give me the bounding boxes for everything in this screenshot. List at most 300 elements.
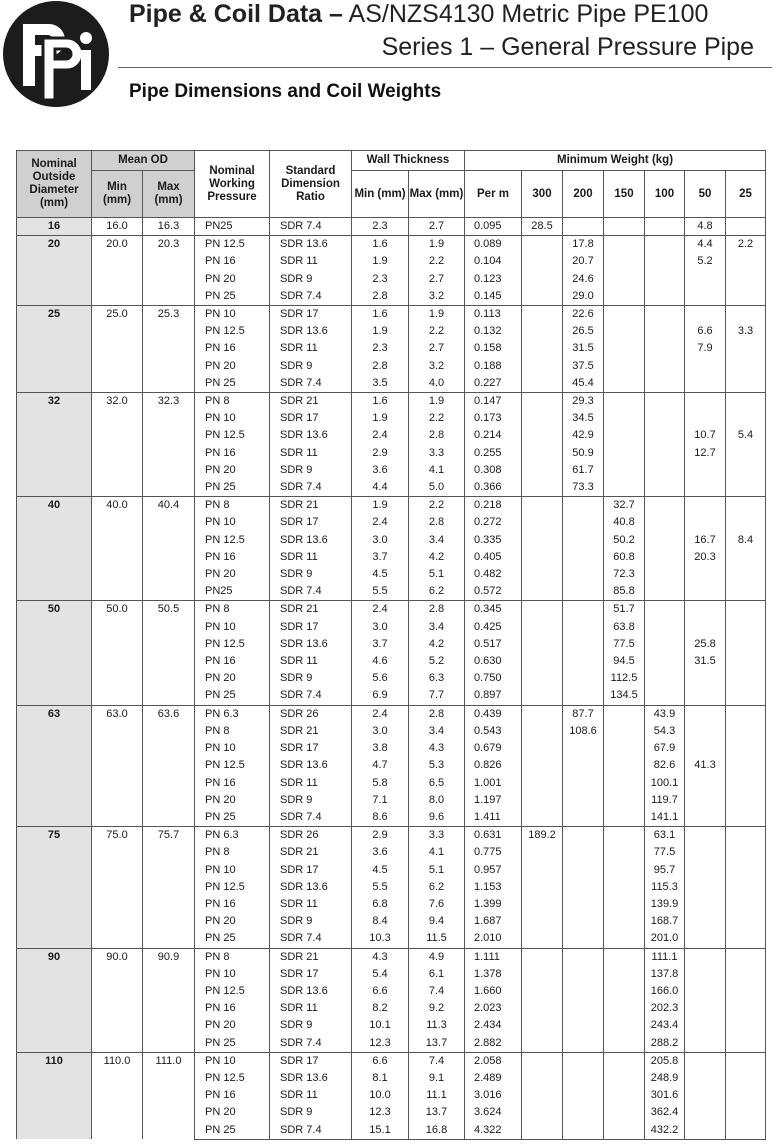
per-m-cell: 0.826 [465,757,522,774]
per-m-cell: 0.147 [465,393,522,411]
w300-cell [522,532,563,549]
per-m-cell: 0.173 [465,410,522,427]
w100-cell: 82.6 [645,757,685,774]
w200-cell [563,827,604,845]
wall-min-cell: 1.9 [352,410,409,427]
w200-cell: 108.6 [563,723,604,740]
col-min-weight: Minimum Weight (kg) [465,151,766,171]
nominal-od-cell: 50 [17,601,92,705]
wall-min-cell: 2.4 [352,514,409,531]
sdr-cell: SDR 17 [270,1052,352,1070]
nwp-cell: PN 25 [195,288,270,306]
per-m-cell: 0.439 [465,705,522,723]
w100-cell [645,323,685,340]
w300-cell [522,687,563,705]
wall-max-cell: 2.2 [409,410,465,427]
w150-cell: 85.8 [604,583,645,601]
w150-cell [604,983,645,1000]
wall-min-cell: 2.3 [352,340,409,357]
table-row [17,497,766,515]
w100-cell [645,236,685,254]
w150-cell [604,393,645,411]
w25-cell [726,393,766,411]
nwp-cell: PN 16 [195,775,270,792]
per-m-cell: 1.660 [465,983,522,1000]
w150-cell [604,930,645,948]
w200-cell: 22.6 [563,306,604,324]
sdr-cell: SDR 13.6 [270,757,352,774]
w150-cell [604,862,645,879]
w50-cell: 7.9 [685,340,726,357]
sdr-cell: SDR 11 [270,445,352,462]
w100-cell [645,566,685,583]
wall-max-cell: 2.8 [409,601,465,619]
w25-cell [726,1000,766,1017]
nwp-cell: PN 10 [195,966,270,983]
w200-cell [563,1035,604,1053]
w150-cell: 40.8 [604,514,645,531]
w150-cell [604,879,645,896]
w100-cell [645,340,685,357]
w200-cell: 42.9 [563,427,604,444]
sdr-cell: SDR 13.6 [270,323,352,340]
wall-max-cell: 9.1 [409,1070,465,1087]
nwp-cell: PN 25 [195,809,270,827]
w25-cell: 5.4 [726,427,766,444]
per-m-cell: 0.132 [465,323,522,340]
sdr-cell: SDR 21 [270,393,352,411]
w300-cell [522,601,563,619]
wall-max-cell: 4.9 [409,948,465,966]
wall-min-cell: 2.8 [352,288,409,306]
wall-max-cell: 6.2 [409,583,465,601]
w300-cell [522,723,563,740]
sdr-cell: SDR 9 [270,566,352,583]
w50-cell [685,896,726,913]
w25-cell [726,1052,766,1070]
wall-min-cell: 3.7 [352,549,409,566]
w200-cell [563,775,604,792]
w150-cell: 60.8 [604,549,645,566]
wall-max-cell: 2.2 [409,323,465,340]
w200-cell [563,497,604,515]
sdr-cell: SDR 13.6 [270,236,352,254]
w100-cell: 301.6 [645,1087,685,1104]
w50-cell [685,966,726,983]
wall-max-cell: 4.2 [409,636,465,653]
wall-min-cell: 3.6 [352,844,409,861]
col-w100: 100 [645,171,685,218]
wall-max-cell: 4.2 [409,549,465,566]
w50-cell [685,1017,726,1034]
w150-cell [604,896,645,913]
od-min-cell: 25.0 [92,306,143,393]
col-w300: 300 [522,171,563,218]
wall-max-cell: 11.3 [409,1017,465,1034]
w25-cell [726,844,766,861]
w100-cell [645,514,685,531]
wall-max-cell: 6.1 [409,966,465,983]
wall-min-cell: 3.6 [352,462,409,479]
w25-cell [726,913,766,930]
w100-cell: 100.1 [645,775,685,792]
nwp-cell: PN 10 [195,410,270,427]
sdr-cell: SDR 17 [270,966,352,983]
per-m-cell: 0.089 [465,236,522,254]
w50-cell [685,566,726,583]
wall-min-cell: 5.5 [352,879,409,896]
w50-cell [685,740,726,757]
wall-max-cell: 1.9 [409,306,465,324]
w150-cell: 77.5 [604,636,645,653]
w150-cell [604,913,645,930]
wall-max-cell: 2.8 [409,514,465,531]
w50-cell: 20.3 [685,549,726,566]
wall-min-cell: 6.8 [352,896,409,913]
per-m-cell: 0.775 [465,844,522,861]
per-m-cell: 0.957 [465,862,522,879]
w25-cell [726,601,766,619]
w50-cell: 4.4 [685,236,726,254]
wall-max-cell: 6.2 [409,879,465,896]
per-m-cell: 0.572 [465,583,522,601]
w200-cell [563,653,604,670]
od-min-cell: 110.0 [92,1052,143,1139]
w50-cell [685,497,726,515]
w200-cell: 20.7 [563,253,604,270]
w100-cell [645,670,685,687]
nwp-cell: PN 20 [195,566,270,583]
w200-cell [563,583,604,601]
sdr-cell: SDR 17 [270,306,352,324]
w25-cell [726,792,766,809]
col-od-min: Min (mm) [92,171,143,218]
sdr-cell: SDR 21 [270,948,352,966]
w200-cell [563,532,604,549]
per-m-cell: 1.197 [465,792,522,809]
w100-cell: 141.1 [645,809,685,827]
w50-cell [685,358,726,375]
nwp-cell: PN 25 [195,375,270,393]
w150-cell [604,323,645,340]
w100-cell: 205.8 [645,1052,685,1070]
sdr-cell: SDR 7.4 [270,930,352,948]
w25-cell [726,497,766,515]
nwp-cell: PN 12.5 [195,757,270,774]
w200-cell [563,1000,604,1017]
w100-cell: 288.2 [645,1035,685,1053]
sdr-cell: SDR 9 [270,462,352,479]
w150-cell [604,236,645,254]
wall-max-cell: 5.2 [409,653,465,670]
w25-cell [726,306,766,324]
sdr-cell: SDR 21 [270,723,352,740]
w300-cell [522,879,563,896]
per-m-cell: 1.687 [465,913,522,930]
w25-cell: 2.2 [726,236,766,254]
wall-min-cell: 3.7 [352,636,409,653]
per-m-cell: 0.679 [465,740,522,757]
per-m-cell: 0.750 [465,670,522,687]
col-w200: 200 [563,171,604,218]
w300-cell [522,1122,563,1140]
w200-cell [563,757,604,774]
wall-min-cell: 4.5 [352,862,409,879]
w200-cell: 73.3 [563,479,604,497]
w50-cell [685,983,726,1000]
w50-cell: 10.7 [685,427,726,444]
nwp-cell: PN25 [195,218,270,236]
w100-cell [645,479,685,497]
wall-max-cell: 4.1 [409,844,465,861]
table-row [17,218,766,236]
w50-cell [685,393,726,411]
nominal-od-cell: 90 [17,948,92,1052]
w25-cell [726,549,766,566]
per-m-cell: 0.631 [465,827,522,845]
w200-cell [563,792,604,809]
per-m-cell: 1.411 [465,809,522,827]
w150-cell [604,462,645,479]
nwp-cell: PN 16 [195,896,270,913]
wall-min-cell: 4.3 [352,948,409,966]
wall-min-cell: 8.2 [352,1000,409,1017]
w150-cell [604,1000,645,1017]
col-wall-thickness: Wall Thickness [352,151,465,171]
pipe-data-table [16,150,766,1140]
wall-min-cell: 8.1 [352,1070,409,1087]
w300-cell [522,253,563,270]
wall-min-cell: 1.6 [352,393,409,411]
w200-cell [563,218,604,236]
w25-cell [726,948,766,966]
w200-cell: 31.5 [563,340,604,357]
w25-cell [726,566,766,583]
w100-cell: 137.8 [645,966,685,983]
w100-cell: 166.0 [645,983,685,1000]
wall-min-cell: 1.9 [352,253,409,270]
table-row [17,705,766,723]
per-m-cell: 0.158 [465,340,522,357]
wall-min-cell: 2.4 [352,427,409,444]
w50-cell [685,1052,726,1070]
per-m-cell: 0.113 [465,306,522,324]
nwp-cell: PN 10 [195,862,270,879]
w100-cell: 139.9 [645,896,685,913]
sdr-cell: SDR 7.4 [270,1035,352,1053]
w100-cell [645,549,685,566]
sdr-cell: SDR 13.6 [270,1070,352,1087]
w100-cell [645,636,685,653]
wall-min-cell: 2.8 [352,358,409,375]
col-nwp: Nominal Working Pressure [195,151,270,218]
nwp-cell: PN 10 [195,1052,270,1070]
nwp-cell: PN 20 [195,1104,270,1121]
sdr-cell: SDR 11 [270,253,352,270]
w200-cell: 17.8 [563,236,604,254]
nwp-cell: PN 20 [195,670,270,687]
w25-cell [726,1017,766,1034]
w300-cell [522,670,563,687]
w300-cell [522,323,563,340]
nwp-cell: PN 10 [195,306,270,324]
sdr-cell: SDR 21 [270,497,352,515]
nwp-cell: PN 12.5 [195,323,270,340]
w150-cell [604,1087,645,1104]
w300-cell [522,375,563,393]
w300-cell [522,306,563,324]
w200-cell [563,687,604,705]
wall-min-cell: 5.6 [352,670,409,687]
wall-min-cell: 1.6 [352,306,409,324]
w50-cell [685,375,726,393]
nwp-cell: PN 16 [195,445,270,462]
nwp-cell: PN 12.5 [195,879,270,896]
wall-max-cell: 7.4 [409,1052,465,1070]
w100-cell [645,288,685,306]
w200-cell [563,1070,604,1087]
w100-cell [645,583,685,601]
wall-max-cell: 1.9 [409,236,465,254]
wall-max-cell: 13.7 [409,1035,465,1053]
table-row [17,306,766,324]
wall-max-cell: 4.3 [409,740,465,757]
od-min-cell: 50.0 [92,601,143,705]
nwp-cell: PN 10 [195,619,270,636]
nwp-cell: PN 8 [195,844,270,861]
w150-cell [604,288,645,306]
per-m-cell: 0.218 [465,497,522,515]
w50-cell [685,879,726,896]
w200-cell: 61.7 [563,462,604,479]
od-max-cell: 63.6 [143,705,195,826]
w150-cell [604,358,645,375]
w150-cell [604,844,645,861]
wall-max-cell: 6.5 [409,775,465,792]
col-sdr: Standard Dimension Ratio [270,151,352,218]
od-min-cell: 32.0 [92,393,143,497]
w300-cell [522,393,563,411]
w300-cell [522,1070,563,1087]
w25-cell [726,1070,766,1087]
table-row [17,601,766,619]
nwp-cell: PN 8 [195,497,270,515]
w150-cell [604,740,645,757]
wall-max-cell: 4.1 [409,462,465,479]
nwp-cell: PN 25 [195,687,270,705]
od-min-cell: 40.0 [92,497,143,601]
w300-cell: 28.5 [522,218,563,236]
od-max-cell: 32.3 [143,393,195,497]
w50-cell [685,619,726,636]
od-min-cell: 16.0 [92,218,143,236]
nwp-cell: PN 12.5 [195,236,270,254]
nwp-cell: PN25 [195,583,270,601]
per-m-cell: 0.095 [465,218,522,236]
sdr-cell: SDR 17 [270,619,352,636]
w200-cell [563,948,604,966]
per-m-cell: 2.489 [465,1070,522,1087]
w300-cell [522,913,563,930]
w50-cell: 12.7 [685,445,726,462]
w50-cell: 4.8 [685,218,726,236]
od-min-cell: 75.0 [92,827,143,948]
w200-cell [563,636,604,653]
w25-cell [726,410,766,427]
w50-cell [685,601,726,619]
w200-cell [563,1017,604,1034]
w200-cell: 29.0 [563,288,604,306]
section-subtitle: Pipe Dimensions and Coil Weights [129,81,442,102]
wall-min-cell: 6.6 [352,983,409,1000]
w300-cell [522,497,563,515]
per-m-cell: 0.123 [465,271,522,288]
w50-cell [685,844,726,861]
nwp-cell: PN 20 [195,1017,270,1034]
wall-max-cell: 2.7 [409,340,465,357]
w50-cell [685,913,726,930]
w300-cell [522,236,563,254]
w150-cell [604,792,645,809]
wall-max-cell: 5.3 [409,757,465,774]
wall-min-cell: 6.6 [352,1052,409,1070]
title-rest: AS/NZS4130 Metric Pipe PE100 [342,0,709,28]
w50-cell [685,809,726,827]
w25-cell [726,358,766,375]
w300-cell [522,740,563,757]
w25-cell [726,583,766,601]
od-min-cell: 90.0 [92,948,143,1052]
w100-cell: 115.3 [645,879,685,896]
nwp-cell: PN 12.5 [195,636,270,653]
w25-cell [726,879,766,896]
per-m-cell: 1.378 [465,966,522,983]
sdr-cell: SDR 9 [270,792,352,809]
sdr-cell: SDR 7.4 [270,218,352,236]
nwp-cell: PN 12.5 [195,1070,270,1087]
w25-cell [726,462,766,479]
w50-cell [685,288,726,306]
ppi-logo [2,0,110,108]
sdr-cell: SDR 7.4 [270,375,352,393]
sdr-cell: SDR 11 [270,775,352,792]
w200-cell: 26.5 [563,323,604,340]
wall-min-cell: 1.6 [352,236,409,254]
w200-cell: 24.6 [563,271,604,288]
per-m-cell: 0.405 [465,549,522,566]
wall-min-cell: 2.3 [352,218,409,236]
w100-cell [645,271,685,288]
w25-cell [726,218,766,236]
per-m-cell: 0.543 [465,723,522,740]
w300-cell [522,1104,563,1121]
od-min-cell: 63.0 [92,705,143,826]
w200-cell: 34.5 [563,410,604,427]
page-title-line2: Series 1 – General Pressure Pipe [381,33,754,61]
w150-cell [604,1017,645,1034]
col-wall-max: Max (mm) [409,171,465,218]
w150-cell [604,410,645,427]
w200-cell: 87.7 [563,705,604,723]
w200-cell [563,601,604,619]
table-row [17,393,766,411]
wall-min-cell: 12.3 [352,1035,409,1053]
w50-cell [685,670,726,687]
w200-cell [563,740,604,757]
w200-cell: 45.4 [563,375,604,393]
w200-cell [563,514,604,531]
sdr-cell: SDR 11 [270,1087,352,1104]
